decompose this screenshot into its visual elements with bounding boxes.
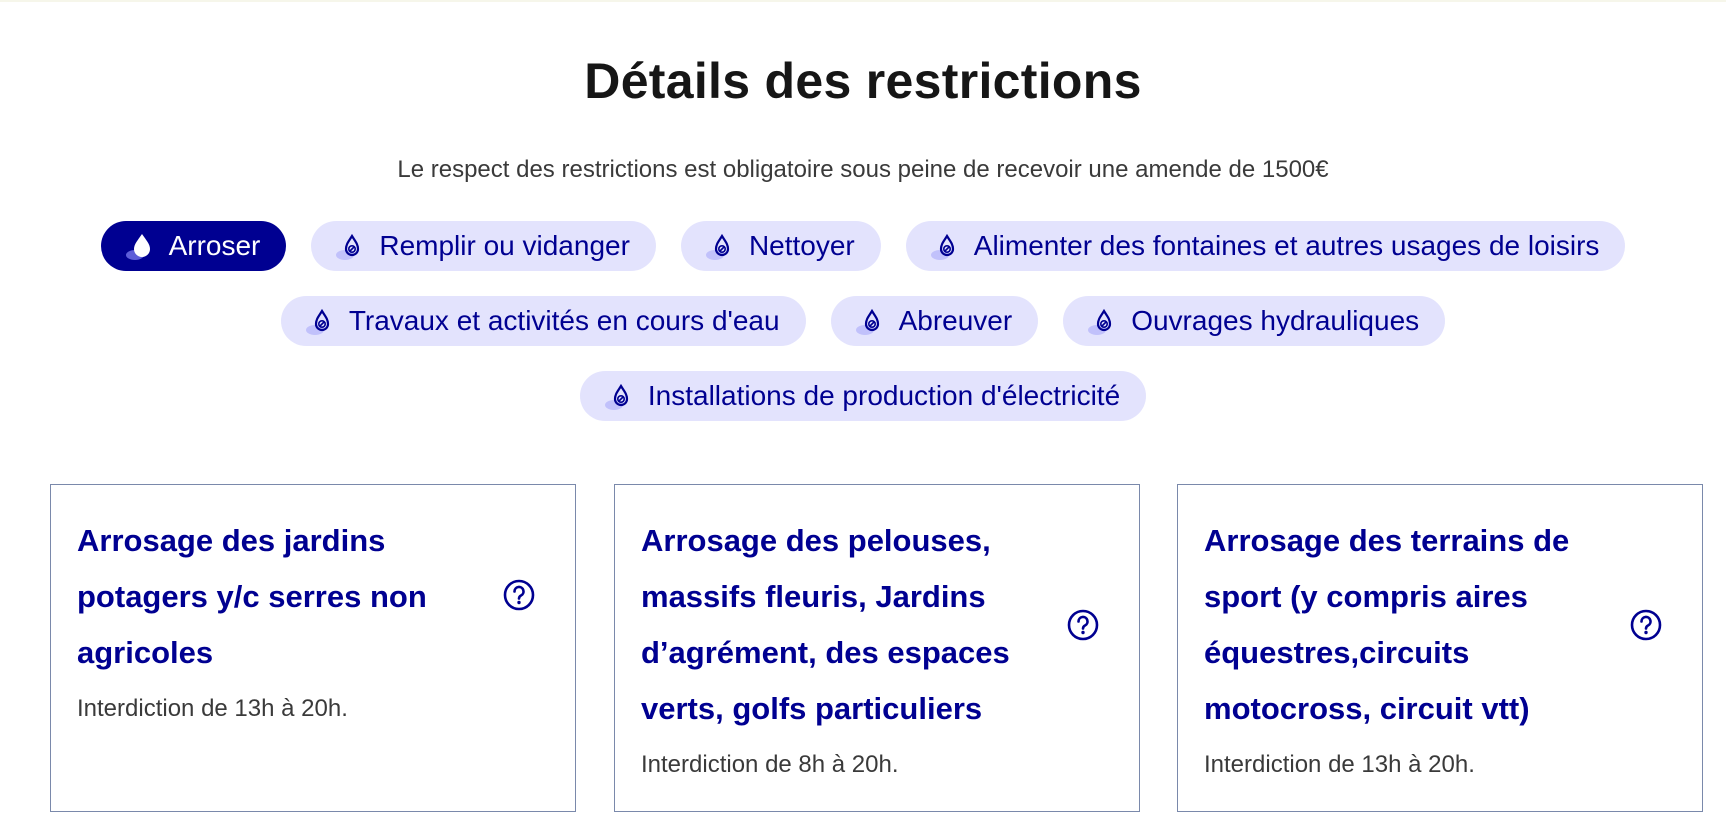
tab-label: Abreuver <box>898 305 1013 336</box>
card-restriction-text: Interdiction de 13h à 20h. <box>77 695 348 722</box>
card-restriction-text: Interdiction de 8h à 20h. <box>641 751 899 778</box>
tab-label: Alimenter des fontaines et autres usages de loisirs <box>973 230 1600 261</box>
water-drop-crossed-icon <box>705 231 739 261</box>
card-restriction-text: Interdiction de 13h à 20h. <box>1204 751 1475 778</box>
restriction-cards <box>50 484 1704 812</box>
tabs-row-3 <box>0 371 1726 421</box>
question-circle-icon[interactable] <box>502 578 536 612</box>
top-divider <box>0 0 1726 2</box>
tab-label: Installations de production d'électricité <box>647 380 1121 411</box>
page-subtitle: Le respect des restrictions est obligatoire sous peine de recevoir une amende de 1500€ <box>397 156 1329 183</box>
water-drop-crossed-icon <box>604 381 638 411</box>
tab-label: Arroser <box>168 230 261 261</box>
tab-ouvrages-hydrauliques[interactable] <box>1063 296 1445 346</box>
restriction-card <box>1177 484 1703 812</box>
tab-remplir-ou-vidanger[interactable] <box>311 221 656 271</box>
tab-label: Remplir ou vidanger <box>379 230 630 261</box>
tab-arroser[interactable] <box>101 221 287 271</box>
water-drop-crossed-icon <box>1087 306 1121 336</box>
card-title: Arrosage des terrains de sport (y compris aires équestres,circuits motocross, circuit vtt) <box>1204 523 1570 726</box>
tab-installations-electricite[interactable] <box>580 371 1146 421</box>
tab-abreuver[interactable] <box>831 296 1039 346</box>
tab-alimenter-des-fontaines[interactable] <box>906 221 1626 271</box>
water-drop-crossed-icon <box>335 231 369 261</box>
tab-travaux-cours-d-eau[interactable] <box>281 296 806 346</box>
restriction-card <box>614 484 1140 812</box>
tab-label: Ouvrages hydrauliques <box>1131 305 1420 336</box>
restriction-card <box>50 484 576 812</box>
water-drop-crossed-icon <box>855 306 889 336</box>
tab-label: Nettoyer <box>748 230 855 261</box>
water-drop-crossed-icon <box>930 231 964 261</box>
tab-label: Travaux et activités en cours d'eau <box>348 305 780 336</box>
tabs-row-1 <box>0 221 1726 271</box>
water-drop-crossed-icon <box>305 306 339 336</box>
card-title: Arrosage des pelouses, massifs fleuris, Jardins d’agrément, des espaces verts, golfs particuliers <box>641 523 1010 726</box>
tabs-row-2 <box>0 296 1726 346</box>
card-title: Arrosage des jardins potagers y/c serres non agricoles <box>77 523 427 670</box>
question-circle-icon[interactable] <box>1629 608 1663 642</box>
question-circle-icon[interactable] <box>1066 608 1100 642</box>
page-title: Détails des restrictions <box>584 53 1142 109</box>
water-drop-icon <box>125 231 159 261</box>
tab-nettoyer[interactable] <box>681 221 881 271</box>
